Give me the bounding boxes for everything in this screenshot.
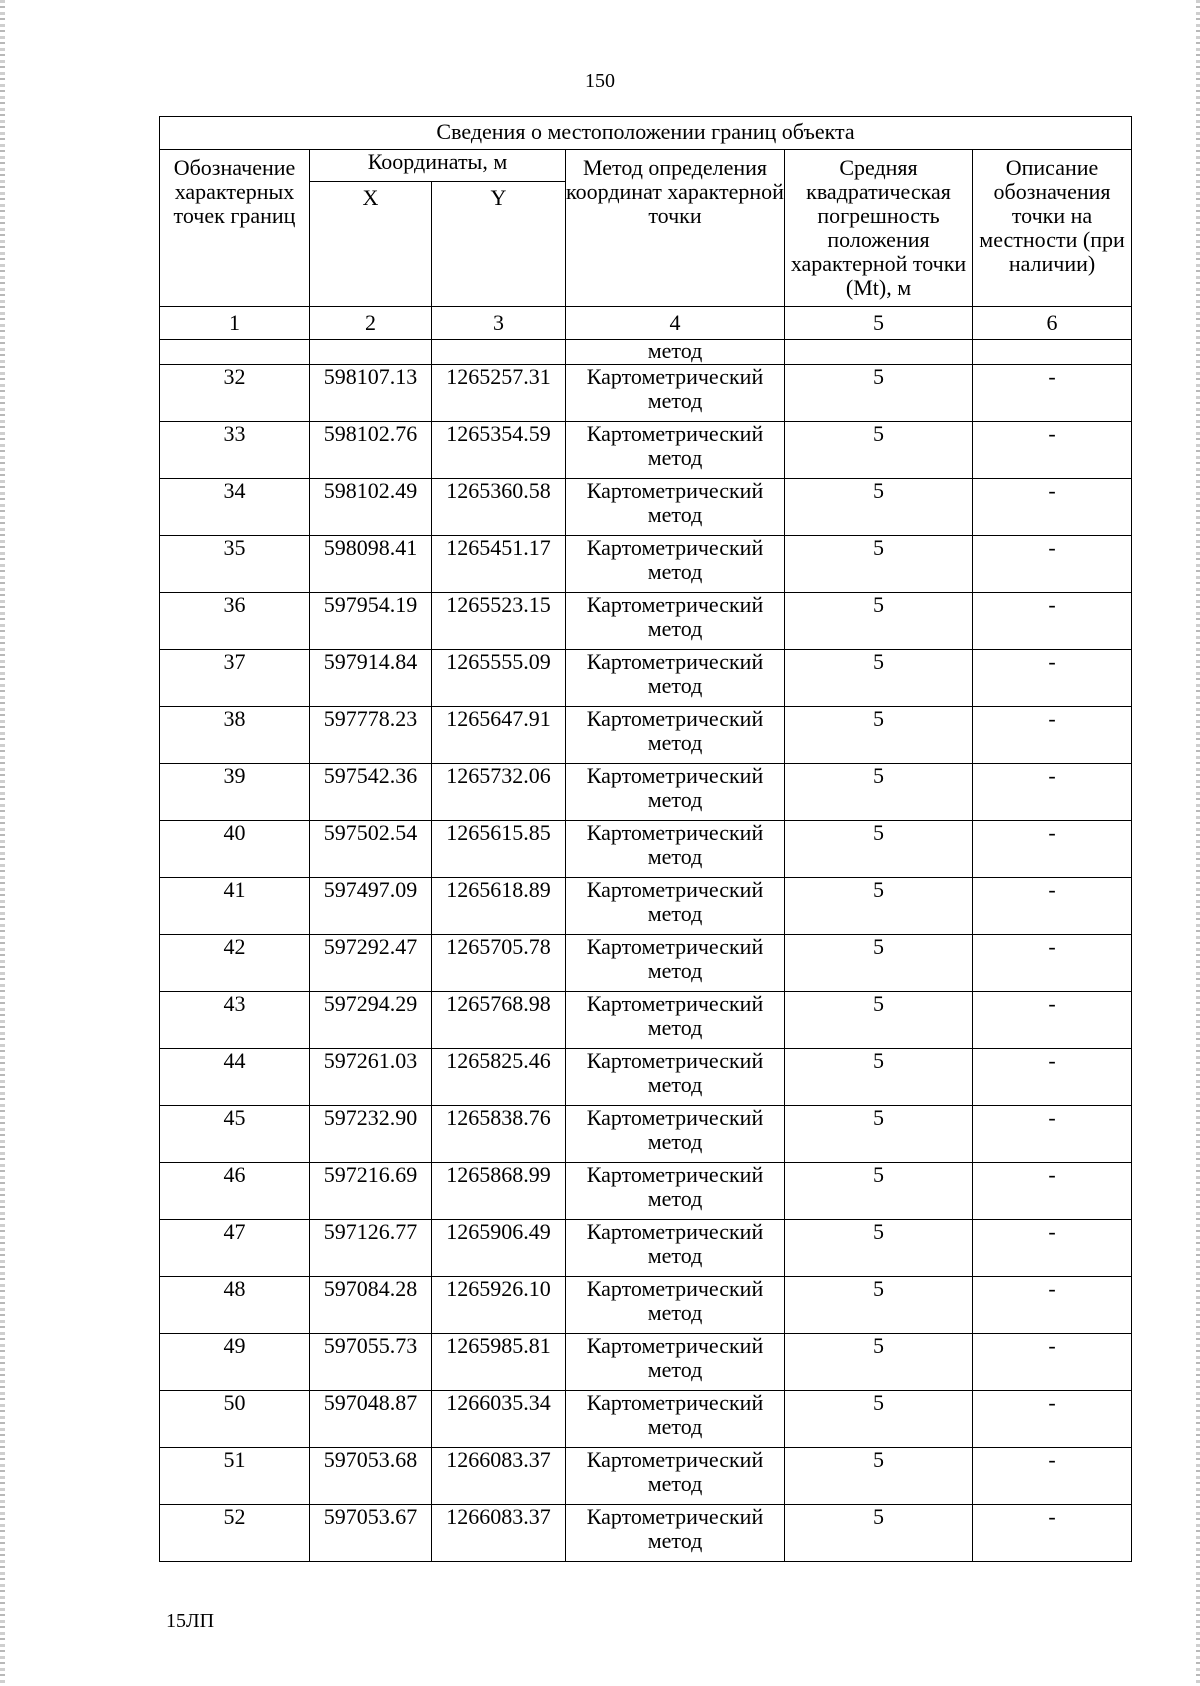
point-cell: 37 [160, 650, 310, 707]
y-coordinate-cell: 1265906.49 [432, 1220, 566, 1277]
x-coordinate-cell: 597053.67 [310, 1505, 432, 1562]
method-cell: Картометрический метод [566, 878, 785, 935]
point-cell: 50 [160, 1391, 310, 1448]
y-coordinate-cell: 1265523.15 [432, 593, 566, 650]
method-cell: Картометрический метод [566, 1334, 785, 1391]
point-cell: 38 [160, 707, 310, 764]
y-coordinate-cell: 1265985.81 [432, 1334, 566, 1391]
description-cell: - [973, 992, 1132, 1049]
continuation-method-text: метод [566, 340, 785, 365]
error-cell: 5 [785, 1049, 973, 1106]
error-cell: 5 [785, 1220, 973, 1277]
table-row [160, 821, 1132, 878]
error-cell: 5 [785, 992, 973, 1049]
column-number: 6 [973, 307, 1132, 340]
description-cell: - [973, 1334, 1132, 1391]
point-cell: 35 [160, 536, 310, 593]
scan-edge-left [0, 0, 5, 1686]
table-row [160, 1448, 1132, 1505]
method-cell: Картометрический метод [566, 422, 785, 479]
method-cell: Картометрический метод [566, 992, 785, 1049]
description-cell: - [973, 1106, 1132, 1163]
table-row [160, 479, 1132, 536]
method-cell: Картометрический метод [566, 1163, 785, 1220]
error-cell: 5 [785, 935, 973, 992]
header-point-description: Описание обозначения точки на местности (при наличии) [973, 150, 1132, 307]
table-row [160, 365, 1132, 422]
x-coordinate-cell: 597126.77 [310, 1220, 432, 1277]
description-cell: - [973, 1448, 1132, 1505]
table-row [160, 935, 1132, 992]
x-coordinate-cell: 598102.49 [310, 479, 432, 536]
point-cell: 32 [160, 365, 310, 422]
method-cell: Картометрический метод [566, 479, 785, 536]
table-row [160, 992, 1132, 1049]
table-row [160, 1391, 1132, 1448]
table-row [160, 650, 1132, 707]
column-number: 4 [566, 307, 785, 340]
error-cell: 5 [785, 707, 973, 764]
point-cell: 44 [160, 1049, 310, 1106]
description-cell: - [973, 536, 1132, 593]
point-cell: 43 [160, 992, 310, 1049]
y-coordinate-cell: 1265705.78 [432, 935, 566, 992]
table-row [160, 422, 1132, 479]
table-row [160, 878, 1132, 935]
table-row [160, 1106, 1132, 1163]
point-cell: 40 [160, 821, 310, 878]
point-cell: 52 [160, 1505, 310, 1562]
y-coordinate-cell: 1265354.59 [432, 422, 566, 479]
method-cell: Картометрический метод [566, 821, 785, 878]
error-cell: 5 [785, 1106, 973, 1163]
x-coordinate-cell: 597914.84 [310, 650, 432, 707]
table-row [160, 764, 1132, 821]
error-cell: 5 [785, 593, 973, 650]
method-cell: Картометрический метод [566, 1049, 785, 1106]
description-cell: - [973, 707, 1132, 764]
method-cell: Картометрический метод [566, 650, 785, 707]
y-coordinate-cell: 1265926.10 [432, 1277, 566, 1334]
x-coordinate-cell: 597232.90 [310, 1106, 432, 1163]
x-coordinate-cell: 598098.41 [310, 536, 432, 593]
point-cell: 47 [160, 1220, 310, 1277]
method-cell: Картометрический метод [566, 365, 785, 422]
method-cell: Картометрический метод [566, 1106, 785, 1163]
footer-code: 15ЛП [166, 1610, 215, 1632]
error-cell: 5 [785, 1163, 973, 1220]
y-coordinate-cell: 1265360.58 [432, 479, 566, 536]
description-cell: - [973, 1049, 1132, 1106]
description-cell: - [973, 650, 1132, 707]
method-cell: Картометрический метод [566, 593, 785, 650]
description-cell: - [973, 1391, 1132, 1448]
x-coordinate-cell: 597084.28 [310, 1277, 432, 1334]
y-coordinate-cell: 1265647.91 [432, 707, 566, 764]
description-cell: - [973, 935, 1132, 992]
point-cell: 39 [160, 764, 310, 821]
point-cell: 41 [160, 878, 310, 935]
point-cell: 36 [160, 593, 310, 650]
description-cell: - [973, 764, 1132, 821]
method-cell: Картометрический метод [566, 707, 785, 764]
x-coordinate-cell: 597053.68 [310, 1448, 432, 1505]
method-cell: Картометрический метод [566, 536, 785, 593]
x-coordinate-cell: 597502.54 [310, 821, 432, 878]
x-coordinate-cell: 597261.03 [310, 1049, 432, 1106]
y-coordinate-cell: 1265732.06 [432, 764, 566, 821]
y-coordinate-cell: 1265825.46 [432, 1049, 566, 1106]
point-cell: 51 [160, 1448, 310, 1505]
x-coordinate-cell: 597497.09 [310, 878, 432, 935]
y-coordinate-cell: 1265257.31 [432, 365, 566, 422]
error-cell: 5 [785, 1505, 973, 1562]
x-coordinate-cell: 597055.73 [310, 1334, 432, 1391]
y-coordinate-cell: 1265868.99 [432, 1163, 566, 1220]
error-cell: 5 [785, 1391, 973, 1448]
x-coordinate-cell: 597542.36 [310, 764, 432, 821]
description-cell: - [973, 1505, 1132, 1562]
x-coordinate-cell: 597216.69 [310, 1163, 432, 1220]
y-coordinate-cell: 1265618.89 [432, 878, 566, 935]
method-cell: Картометрический метод [566, 764, 785, 821]
continuation-row [160, 340, 1132, 365]
point-cell: 48 [160, 1277, 310, 1334]
method-cell: Картометрический метод [566, 1505, 785, 1562]
error-cell: 5 [785, 878, 973, 935]
x-coordinate-cell: 597778.23 [310, 707, 432, 764]
header-mean-square-error: Средняя квадратическая погрешность положения характерной точки (Mt), м [785, 150, 973, 307]
description-cell: - [973, 479, 1132, 536]
point-cell: 42 [160, 935, 310, 992]
method-cell: Картометрический метод [566, 935, 785, 992]
table-row [160, 536, 1132, 593]
error-cell: 5 [785, 479, 973, 536]
method-cell: Картометрический метод [566, 1277, 785, 1334]
description-cell: - [973, 422, 1132, 479]
header-y: Y [432, 182, 566, 307]
table-row [160, 1049, 1132, 1106]
point-cell: 45 [160, 1106, 310, 1163]
y-coordinate-cell: 1265555.09 [432, 650, 566, 707]
table-row [160, 1334, 1132, 1391]
error-cell: 5 [785, 422, 973, 479]
page-number: 150 [585, 70, 615, 92]
method-cell: Картометрический метод [566, 1220, 785, 1277]
header-coordinates: Координаты, м [310, 150, 566, 182]
table-row [160, 1163, 1132, 1220]
column-number: 3 [432, 307, 566, 340]
error-cell: 5 [785, 764, 973, 821]
table-row [160, 1220, 1132, 1277]
column-number: 5 [785, 307, 973, 340]
description-cell: - [973, 1220, 1132, 1277]
y-coordinate-cell: 1265838.76 [432, 1106, 566, 1163]
x-coordinate-cell: 597292.47 [310, 935, 432, 992]
method-cell: Картометрический метод [566, 1391, 785, 1448]
header-method: Метод определения координат характерной точки [566, 150, 785, 307]
y-coordinate-cell: 1266035.34 [432, 1391, 566, 1448]
error-cell: 5 [785, 365, 973, 422]
y-coordinate-cell: 1266083.37 [432, 1505, 566, 1562]
x-coordinate-cell: 597048.87 [310, 1391, 432, 1448]
description-cell: - [973, 365, 1132, 422]
point-cell: 49 [160, 1334, 310, 1391]
table-title: Сведения о местоположении границ объекта [160, 117, 1132, 150]
table-title-row [160, 117, 1132, 150]
header-row [160, 150, 1132, 182]
error-cell: 5 [785, 1334, 973, 1391]
description-cell: - [973, 878, 1132, 935]
description-cell: - [973, 593, 1132, 650]
table-row [160, 593, 1132, 650]
error-cell: 5 [785, 1277, 973, 1334]
x-coordinate-cell: 598107.13 [310, 365, 432, 422]
x-coordinate-cell: 597954.19 [310, 593, 432, 650]
description-cell: - [973, 1163, 1132, 1220]
point-cell: 33 [160, 422, 310, 479]
error-cell: 5 [785, 821, 973, 878]
boundary-coordinates-table [159, 116, 1132, 1562]
method-cell: Картометрический метод [566, 1448, 785, 1505]
x-coordinate-cell: 597294.29 [310, 992, 432, 1049]
table-row [160, 1505, 1132, 1562]
error-cell: 5 [785, 650, 973, 707]
scan-edge-right [1196, 0, 1200, 1686]
point-cell: 46 [160, 1163, 310, 1220]
y-coordinate-cell: 1265615.85 [432, 821, 566, 878]
description-cell: - [973, 1277, 1132, 1334]
y-coordinate-cell: 1265768.98 [432, 992, 566, 1049]
column-number: 1 [160, 307, 310, 340]
header-point-designation: Обозначение характерных точек границ [160, 150, 310, 307]
description-cell: - [973, 821, 1132, 878]
y-coordinate-cell: 1266083.37 [432, 1448, 566, 1505]
column-numbers-row [160, 307, 1132, 340]
point-cell: 34 [160, 479, 310, 536]
table-row [160, 707, 1132, 764]
y-coordinate-cell: 1265451.17 [432, 536, 566, 593]
table-row [160, 1277, 1132, 1334]
x-coordinate-cell: 598102.76 [310, 422, 432, 479]
header-x: X [310, 182, 432, 307]
error-cell: 5 [785, 1448, 973, 1505]
column-number: 2 [310, 307, 432, 340]
error-cell: 5 [785, 536, 973, 593]
